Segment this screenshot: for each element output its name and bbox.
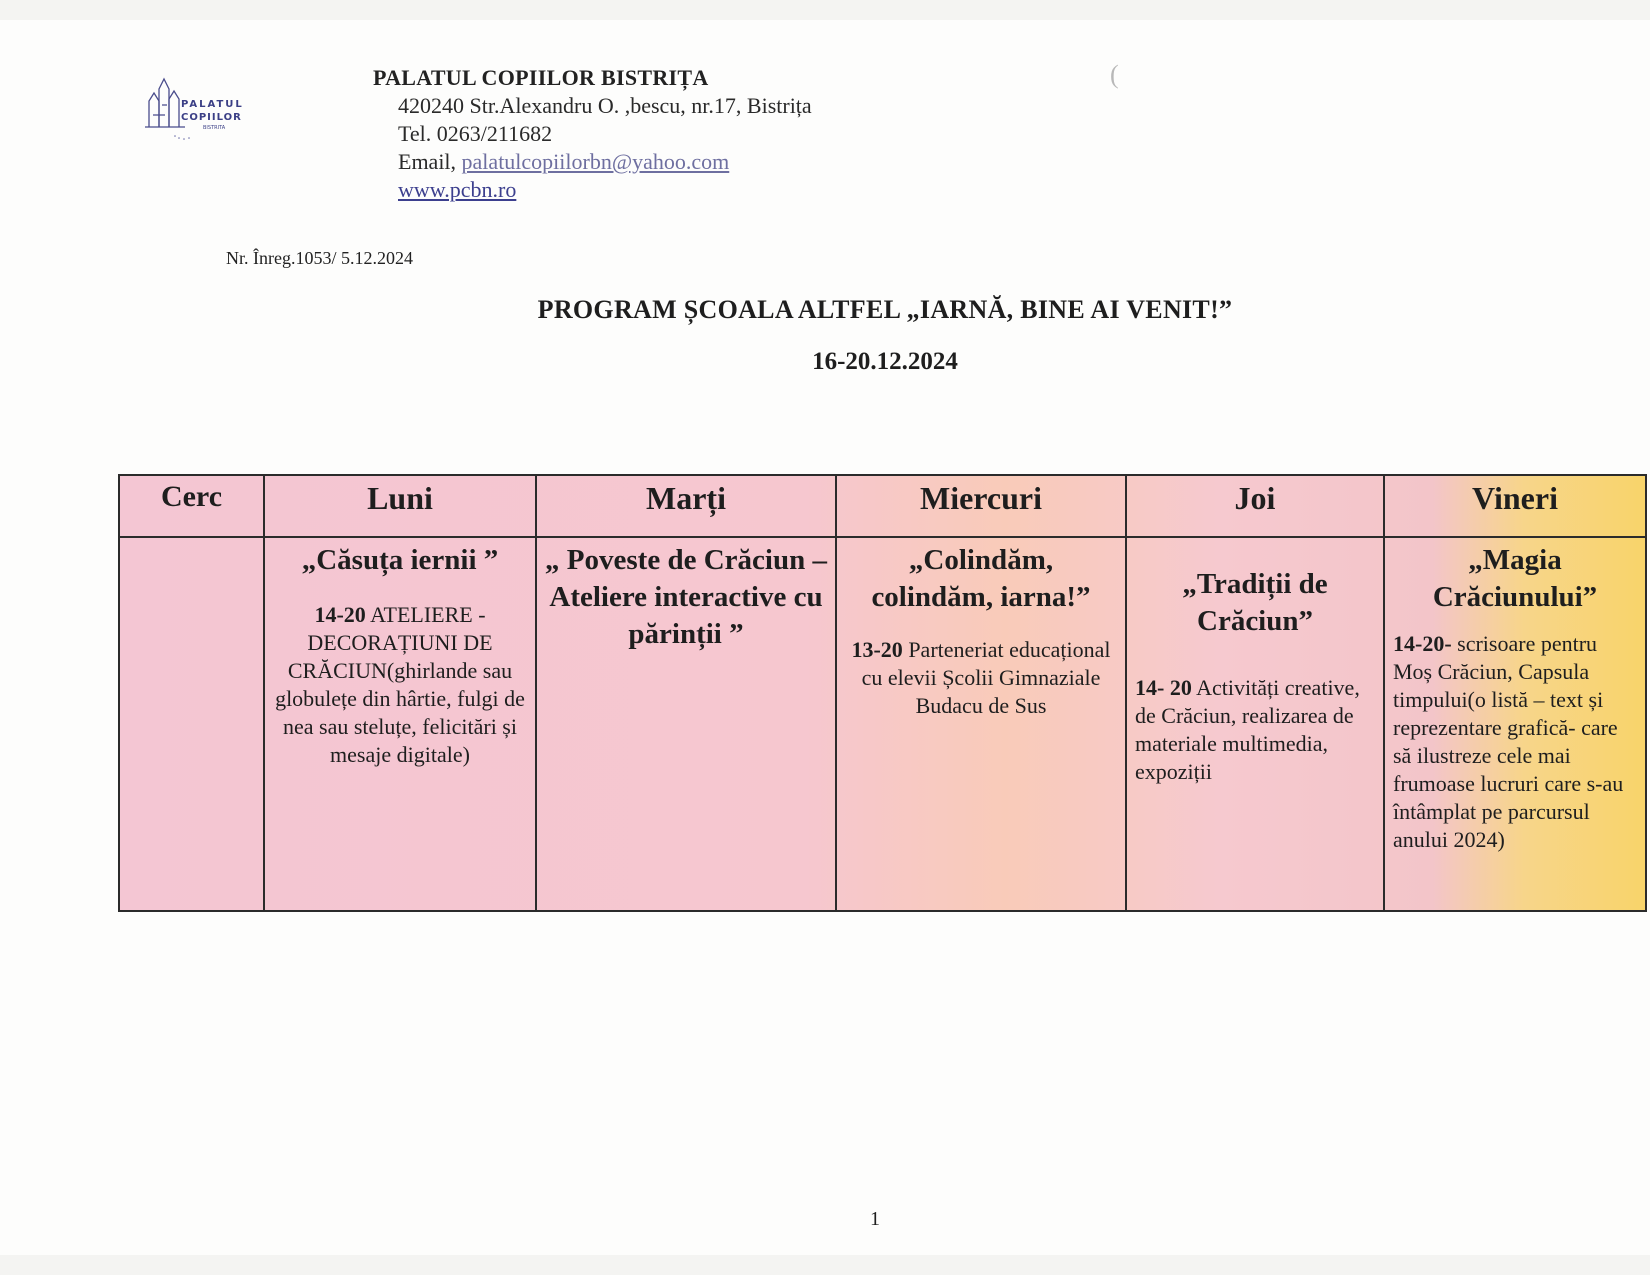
header-vineri: Vineri	[1384, 475, 1646, 537]
header-luni: Luni	[264, 475, 536, 537]
page-number: 1	[870, 1208, 880, 1230]
header-block	[373, 64, 812, 204]
header-joi: Joi	[1126, 475, 1384, 537]
day-cell-luni	[264, 537, 536, 911]
svg-text:COPIILOR: COPIILOR	[181, 112, 242, 123]
day-cell-marti	[536, 537, 836, 911]
activity-description: 14-20- scrisoare pentru Moș Crăciun, Capsula timpului(o listă – text și reprezentare grafică- care să ilustreze cele mai frumoase lucruri care s-au întâmplat pe parcursul anului 2024)	[1393, 631, 1624, 852]
email-line	[373, 148, 812, 176]
svg-text:PALATUL: PALATUL	[181, 99, 244, 110]
activity-description: 14- 20 Activități creative, de Crăciun, realizarea de materiale multimedia, expoziții	[1135, 675, 1360, 784]
address: 420240 Str.Alexandru O. ,bescu, nr.17, Bistrița	[398, 93, 812, 118]
email-link[interactable]: palatulcopiilorbn@yahoo.com	[461, 149, 730, 174]
table-header-row	[119, 475, 1646, 537]
header-miercuri: Miercuri	[836, 475, 1126, 537]
table-row	[119, 537, 1646, 911]
cerc-cell	[119, 537, 264, 911]
palatul-copiilor-logo	[145, 75, 270, 145]
phone: Tel. 0263/211682	[398, 121, 553, 146]
day-cell-vineri	[1384, 537, 1646, 911]
activity-title: „Colindăm, colindăm, iarna!”	[871, 544, 1091, 613]
activity-description: 14-20 ATELIERE - DECORAȚIUNI DE CRĂCIUN(ghirlande sau globulețe din hârtie, fulgi de nea sau steluțe, felicitări și mesaje digitale)	[275, 602, 525, 767]
day-cell-joi	[1126, 537, 1384, 911]
document-title: PROGRAM ȘCOALA ALTFEL „IARNĂ, BINE AI VENIT!”	[537, 295, 1233, 324]
activity-title: „ Poveste de Crăciun – Ateliere interactive cu părinții ”	[545, 544, 827, 650]
activity-title: „Tradiții de Crăciun”	[1182, 568, 1328, 637]
day-cell-miercuri	[836, 537, 1126, 911]
email-label: Email,	[398, 149, 462, 174]
registration-number: Nr. Înreg.1053/ 5.12.2024	[226, 248, 413, 268]
scan-mark: (	[1110, 60, 1119, 89]
document-dates: 16-20.12.2024	[812, 348, 958, 375]
activity-title: „Magia Crăciunului”	[1432, 544, 1598, 613]
document-page	[0, 20, 1650, 1255]
header-cerc: Cerc	[119, 475, 264, 537]
organization-name: PALATUL COPIILOR BISTRIȚA	[373, 65, 709, 90]
activity-title: „Căsuța iernii ”	[301, 544, 499, 576]
schedule-table	[118, 474, 1647, 912]
header-marti: Marți	[536, 475, 836, 537]
activity-description: 13-20 Parteneriat educațional cu elevii Școlii Gimnaziale Budacu de Sus	[851, 637, 1111, 718]
website-link[interactable]: www.pcbn.ro	[398, 177, 517, 202]
website-line	[373, 176, 812, 204]
svg-text:BISTRITA: BISTRITA	[203, 125, 226, 131]
